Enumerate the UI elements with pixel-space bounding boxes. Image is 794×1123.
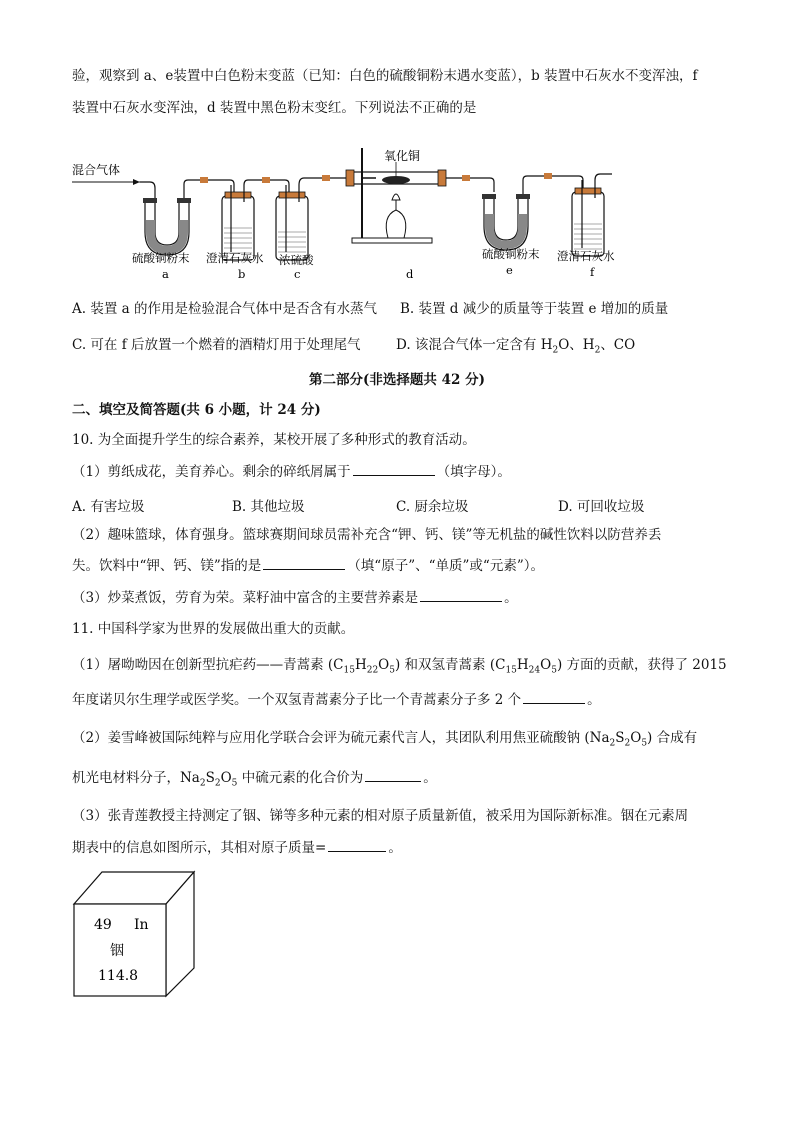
q9-option-d: D. 该混合气体一定含有 $H_2O$、$H_2$、CO [396, 337, 636, 356]
q9-option-a: A. 装置 a 的作用是检验混合气体中是否含有水蒸气 [72, 301, 377, 317]
letter-b: b [238, 267, 246, 281]
q11-stem: 11. 中国科学家为世界的发展做出重大的贡献。 [72, 621, 355, 637]
letter-d: d [406, 267, 414, 281]
letter-a: a [162, 267, 169, 281]
u-tube-e [482, 194, 530, 250]
q10-option-c: C. 厨余垃圾 [396, 499, 469, 515]
label-c: 浓硫酸 [279, 253, 314, 267]
answer-blank[interactable] [365, 769, 421, 782]
bottle-b [222, 185, 254, 260]
q9-line1: 验，观察到 a、e装置中白色粉末变蓝（已知：白色的硫酸铜粉末遇水变蓝），b 装置中石灰水不变浑浊，f [72, 68, 698, 84]
q10-part1: （1）剪纸成花，美育养心。剩余的碎纸屑属于 （填字母）。 [72, 464, 511, 480]
part2-title: 第二部分(非选择题共 42 分) [309, 372, 485, 388]
answer-blank[interactable] [420, 589, 502, 602]
q11-part1-line2: 年度诺贝尔生理学或医学奖。一个双氢青蒿素分子比一个青蒿素分子多 2 个 。 [72, 692, 601, 708]
q9-line2: 装置中石灰水变浑浊，d 装置中黑色粉末变红。下列说法不正确的是 [72, 100, 477, 116]
atomic-number: 49 [94, 917, 112, 933]
q11-part3-line1: （3）张青莲教授主持测定了铟、锑等多种元素的相对原子质量新值，被采用为国际新标准。铟在元素周 [72, 808, 689, 824]
label-b: 澄清石灰水 [206, 251, 264, 265]
q10-stem: 10. 为全面提升学生的综合素养，某校开展了多种形式的教育活动。 [72, 432, 476, 448]
letter-e: e [506, 263, 513, 277]
q11-part1-line1: （1）屠呦呦因在创新型抗疟药——青蒿素 $(C_{15}H_{22}O_5)$ 和双氢青蒿素 $(C_{15}H_{24}O_5)$ 方面的贡献，获得了 2015 [72, 657, 727, 676]
element-cell-indium [70, 868, 200, 1000]
answer-blank[interactable] [353, 463, 435, 476]
combustion-tube-d [346, 148, 446, 243]
gas-label: 混合气体 [72, 163, 121, 177]
atomic-mass: 114.8 [98, 968, 139, 984]
q10-option-d: D. 可回收垃圾 [558, 499, 645, 515]
letter-f: f [590, 265, 595, 279]
label-f: 澄清石灰水 [557, 249, 615, 263]
label-a: 硫酸铜粉末 [132, 251, 190, 265]
q10-part3: （3）炒菜煮饭，劳育为荣。菜籽油中富含的主要营养素是 。 [72, 590, 518, 606]
element-symbol: In [134, 917, 149, 933]
q10-option-a: A. 有害垃圾 [72, 499, 145, 515]
element-name: 铟 [110, 943, 124, 959]
answer-blank[interactable] [523, 691, 585, 704]
answer-blank[interactable] [328, 839, 386, 852]
q11-part2-line1: （2）姜雪峰被国际纯粹与应用化学联合会评为硫元素代言人，其团队利用焦亚硫酸钠 $(Na_2S_2O_5)$ 合成有 [72, 730, 698, 749]
q11-part3-line2: 期表中的信息如图所示，其相对原子质量= 。 [72, 840, 402, 856]
q10-part2-line2: 失。饮料中“钾、钙、镁”指的是 （填“原子”、“单质”或“元素”）。 [72, 558, 544, 574]
q11-part2-line2: 机光电材料分子，$Na_2S_2O_5$ 中硫元素的化合价为 。 [72, 770, 437, 789]
q9-option-c: C. 可在 f 后放置一个燃着的酒精灯用于处理尾气 [72, 337, 361, 353]
q9-option-b: B. 装置 d 减少的质量等于装置 e 增加的质量 [400, 301, 669, 317]
letter-c: c [294, 267, 301, 281]
apparatus-diagram [60, 140, 660, 285]
u-tube-a [143, 198, 191, 255]
cuo-label: 氧化铜 [384, 149, 421, 163]
q10-option-b: B. 其他垃圾 [232, 499, 305, 515]
bottle-f [572, 180, 604, 256]
q10-part2-line1: （2）趣味篮球，体育强身。篮球赛期间球员需补充含“钾、钙、镁”等无机盐的碱性饮料以防营养丢 [72, 527, 662, 543]
answer-blank[interactable] [263, 557, 345, 570]
bottle-c [276, 185, 308, 260]
label-e: 硫酸铜粉末 [482, 247, 540, 261]
section-title: 二、填空及简答题(共 6 小题，计 24 分) [72, 402, 321, 418]
